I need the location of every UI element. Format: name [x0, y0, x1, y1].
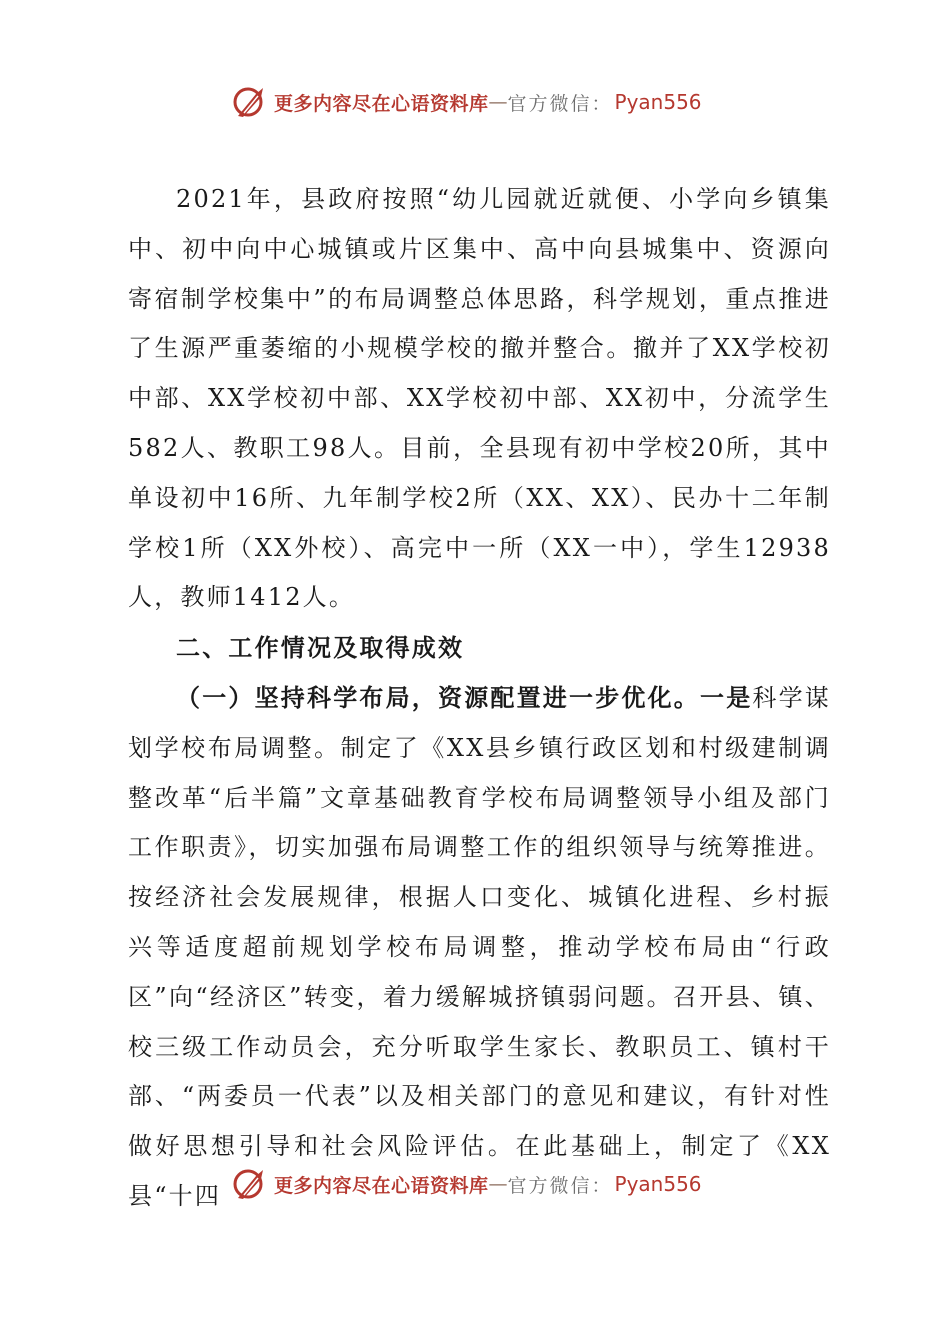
watermark-label: 官方微信： [507, 1174, 613, 1197]
pen-nib-logo-icon [230, 1164, 270, 1204]
paragraph-layout-text: 科学谋划学校布局调整。制定了《XX县乡镇行政区划和村级建制调整改革“后半篇”文章基础教育学校布局调整领导小组及部门工作职责》，切实加强布局调整工作的组织领导与统筹推进。按经济社会发展规律，根据人口变化、城镇化进程、乡村振兴等适度超前规划学校布局调整，推动学校布局由“行政区”向“经济区”转变，着力缓解城挤镇弱问题。召开县、镇、校三级工作动员会，充分听取学生家长、教职员工、镇村干部、“两委员一代表”以及相关部门的意见和建议，有针对性做好思想引导和社会风险评估。在此基础上，制定了《XX县“十四 [128, 683, 832, 1210]
paragraph-overview: 2021年，县政府按照“幼儿园就近就便、小学向乡镇集中、初中向中心城镇或片区集中、高中向县城集中、资源向寄宿制学校集中”的布局调整总体思路，科学规划，重点推进了生源严重萎缩的小规模学校的撤并整合。撤并了XX学校初中部、XX学校初中部、XX学校初中部、XX初中，分流学生582人、教职工98人。目前，全县现有初中学校20所，其中单设初中16所、九年制学校2所（XX、XX）、民办十二年制学校1所（XX外校）、高完中一所（XX一中），学生12938人，教师1412人。 [128, 185, 831, 612]
watermark-banner-bottom [230, 1162, 702, 1206]
watermark-dash: — [488, 91, 508, 113]
watermark-dash: — [488, 1173, 508, 1195]
section-heading-2: 二、工作情况及取得成效 [176, 633, 465, 663]
watermark-lead-text: 更多内容尽在心语资料库 [274, 1174, 489, 1197]
paragraph-layout [128, 673, 831, 1222]
document-body [128, 175, 831, 1222]
paragraph-lead-bold: （一）坚持科学布局，资源配置进一步优化。一是 [176, 682, 753, 712]
watermark-label: 官方微信： [507, 92, 613, 115]
watermark-banner-top [230, 80, 702, 124]
watermark-lead-text: 更多内容尽在心语资料库 [274, 92, 489, 115]
watermark-wechat-id: Pyan556 [614, 90, 702, 114]
pen-nib-logo-icon [230, 82, 270, 122]
watermark-wechat-id: Pyan556 [614, 1172, 702, 1196]
